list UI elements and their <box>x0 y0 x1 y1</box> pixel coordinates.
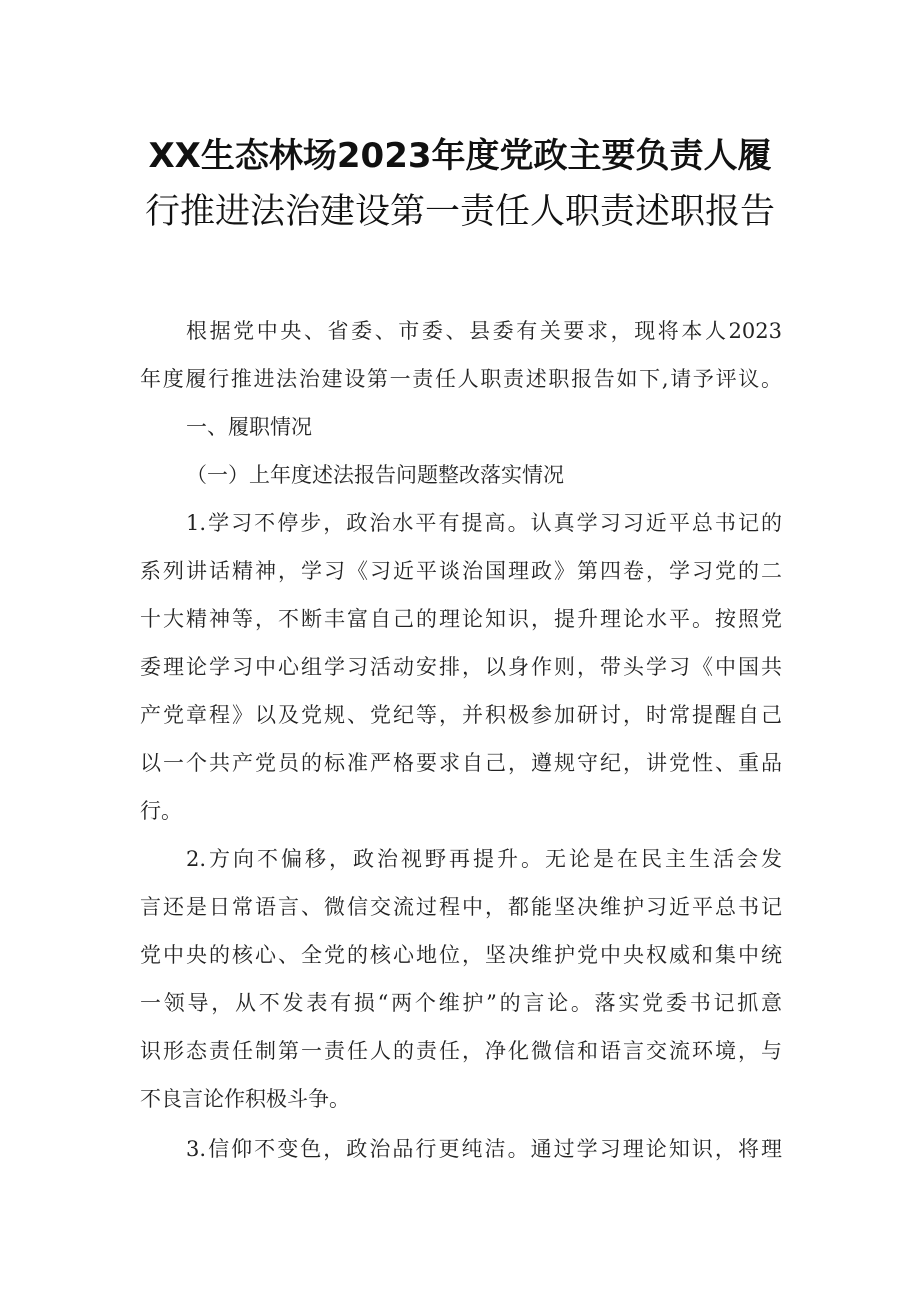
para1-line-2: 系列讲话精神，学习《习近平谈治国理政》第四卷，学习党的二 <box>140 559 782 583</box>
para1-line-7: 行。 <box>140 799 182 823</box>
para2-line-1: 2.方向不偏移，政治视野再提升。无论是在民主生活会发 <box>186 847 782 871</box>
para1-line-6: 以一个共产党员的标准严格要求自己，遵规守纪，讲党性、重品 <box>140 751 782 775</box>
para3-line-1: 3.信仰不变色，政治品行更纯洁。通过学习理论知识，将理 <box>186 1137 782 1161</box>
para1-line-4: 委理论学习中心组学习活动安排，以身作则，带头学习《中国共 <box>140 655 782 679</box>
subsection-heading: （一）上年度述法报告问题整改落实情况 <box>186 463 564 487</box>
para1-line-3: 十大精神等，不断丰富自己的理论知识，提升理论水平。按照党 <box>140 607 782 631</box>
intro-line-1: 根据党中央、省委、市委、县委有关要求，现将本人2023 <box>186 319 782 343</box>
para1-line-5: 产党章程》以及党规、党纪等，并积极参加研讨，时常提醒自己 <box>140 703 782 727</box>
document-title-line-1: XX生态林场2023年度党政主要负责人履 <box>148 136 772 176</box>
para2-line-3: 党中央的核心、全党的核心地位，坚决维护党中央权威和集中统 <box>140 943 782 967</box>
para2-line-4: 一领导，从不发表有损“两个维护”的言论。落实党委书记抓意 <box>140 991 782 1015</box>
para2-line-6: 不良言论作积极斗争。 <box>140 1087 350 1111</box>
section-heading: 一、履职情况 <box>186 415 312 439</box>
para2-line-5: 识形态责任制第一责任人的责任，净化微信和语言交流环境，与 <box>140 1039 782 1063</box>
para1-line-1: 1.学习不停步，政治水平有提高。认真学习习近平总书记的 <box>186 511 782 535</box>
document-title-line-2: 行推进法治建设第一责任人职责述职报告 <box>144 192 775 232</box>
intro-line-2: 年度履行推进法治建设第一责任人职责述职报告如下,请予评议。 <box>140 367 782 391</box>
para2-line-2: 言还是日常语言、微信交流过程中，都能坚决维护习近平总书记 <box>140 895 782 919</box>
